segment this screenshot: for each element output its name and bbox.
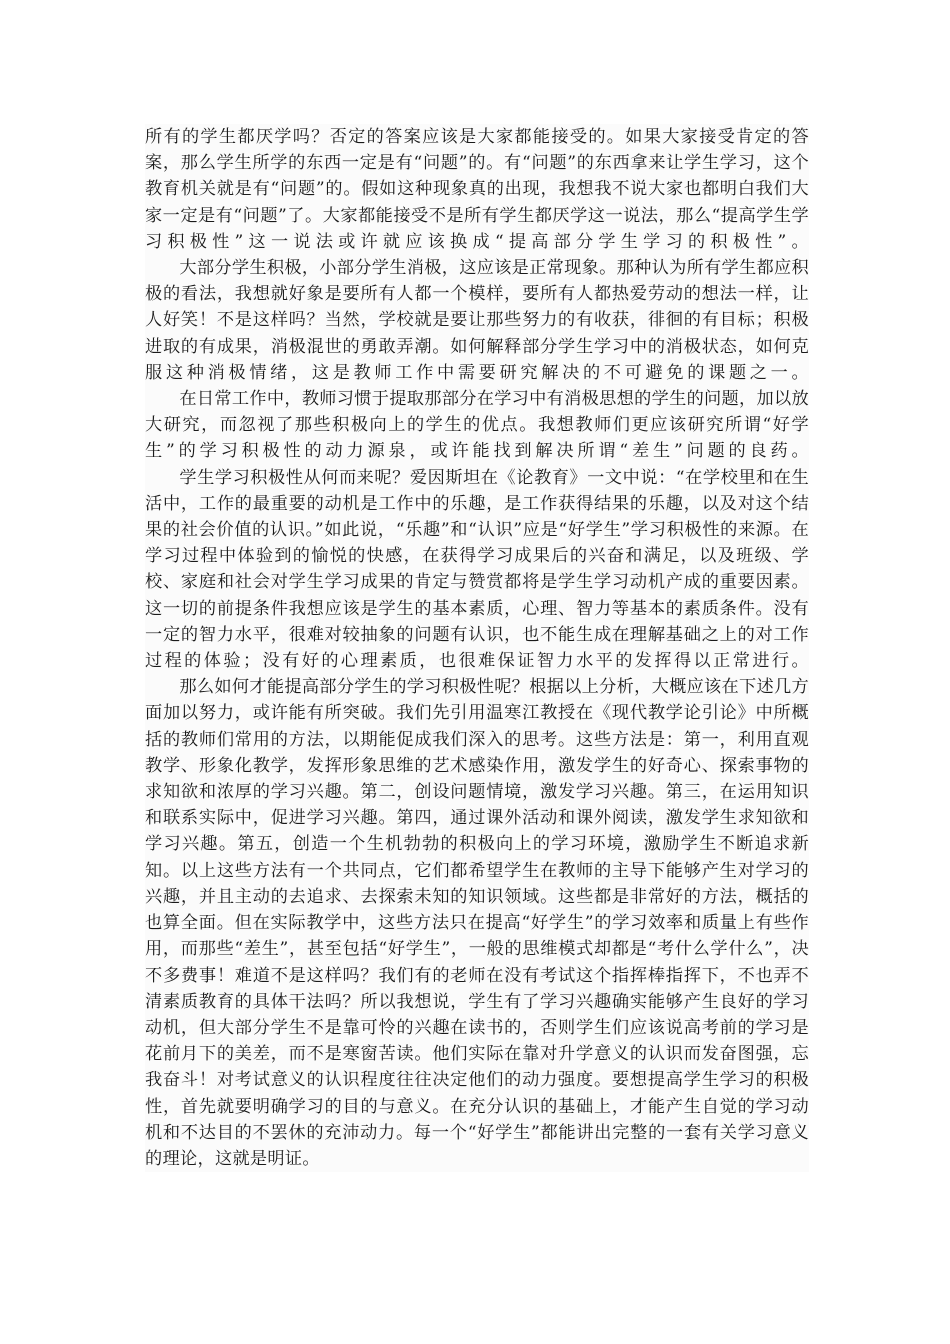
paragraph-5: 那么如何才能提高部分学生的学习积极性呢？根据以上分析，大概应该在下述几方面加以努力，或许能有所突破。我们先引用温寒江教授在《现代教学论引论》中所概括的教师们常用的方法，以期能促成我们深入的思考。这些方法是：第一，利用直观教学、形象化教学，发挥形象思维的艺术感染作用，激发学生的好奇心、探索事物的求知欲和浓厚的学习兴趣。第二，创设问题情境，激发学习兴趣。第三，在运用知识和联系实际中，促进学习兴趣。第四，通过课外活动和课外阅读，激发学生求知欲和学习兴趣。第五，创造一个生机勃勃的积极向上的学习环境，激励学生不断追求新知。以上这些方法有一个共同点，它们都希望学生在教师的主导下能够产生对学习的兴趣，并且主动的去追求、去探索未知的知识领域。这些都是非常好的方法，概括的也算全面。但在实际教学中，这些方法只在提高“好学生”的学习效率和质量上有些作用，而那些“差生”，甚至包括“好学生”，一般的思维模式却都是“考什么学什么”，决不多费事！难道不是这样吗？我们有的老师在没有考试这个指挥棒指挥下，不也弄不清素质教育的具体干法吗？所以我想说，学生有了学习兴趣确实能够产生良好的学习动机，但大部分学生不是靠可怜的兴趣在读书的，否则学生们应该说高考前的学习是花前月下的美差，而不是寒窗苦读。他们实际在靠对升学意义的认识而发奋图强，忘我奋斗！对考试意义的认识程度往往决定他们的动力强度。要想提高学生学习的积极性，首先就要明确学习的目的与意义。在充分认识的基础上，才能产生自觉的学习动机和不达目的不罢休的充沛动力。每一个“好学生”都能讲出完整的一套有关学习意义的理论，这就是明证。 <box>145 677 809 1169</box>
paragraph-2: 大部分学生积极，小部分学生消极，这应该是正常现象。那种认为所有学生都应积极的看法，我想就好象是要所有人都一个模样，要所有人都热爱劳动的想法一样，让人好笑！不是这样吗？当然，学校就是要让那些努力的有收获，徘徊的有目标；积极进取的有成果，消极混世的勇敢弄潮。如何解释部分学生学习中的消极状态，如何克服这种消极情绪，这是教师工作中需要研究解决的不可避免的课题之一。 <box>145 258 809 383</box>
article-body <box>145 124 809 1172</box>
paragraph-1: 所有的学生都厌学吗？否定的答案应该是大家都能接受的。如果大家接受肯定的答案，那么学生所学的东西一定是有“问题”的。有“问题”的东西拿来让学生学习，这个教育机关就是有“问题”的。假如这种现象真的出现，我想我不说大家也都明白我们大家一定是有“问题”了。大家都能接受不是所有学生都厌学这一说法，那么“提高学生学习积极性”这一说法或许就应该换成“提高部分学生学习的积极性”。 <box>145 127 809 252</box>
paragraph-3: 在日常工作中，教师习惯于提取那部分在学习中有消极思想的学生的问题，加以放大研究，而忽视了那些积极向上的学生的优点。我想教师们更应该研究所谓“好学生”的学习积极性的动力源泉，或许能找到解决所谓“差生”问题的良药。 <box>145 389 809 462</box>
paragraph-4: 学生学习积极性从何而来呢？爱因斯坦在《论教育》一文中说：“在学校里和在生活中，工作的最重要的动机是工作中的乐趣，是工作获得结果的乐趣，以及对这个结果的社会价值的认识。”如此说，“乐趣”和“认识”应是“好学生”学习积极性的来源。在学习过程中体验到的愉悦的快感，在获得学习成果后的兴奋和满足，以及班级、学校、家庭和社会对学生学习成果的肯定与赞赏都将是学生学习动机产成的重要因素。这一切的前提条件我想应该是学生的基本素质，心理、智力等基本的素质条件。没有一定的智力水平，很难对较抽象的问题有认识，也不能生成在理解基础之上的对工作过程的体验；没有好的心理素质，也很难保证智力水平的发挥得以正常进行。 <box>145 467 809 672</box>
